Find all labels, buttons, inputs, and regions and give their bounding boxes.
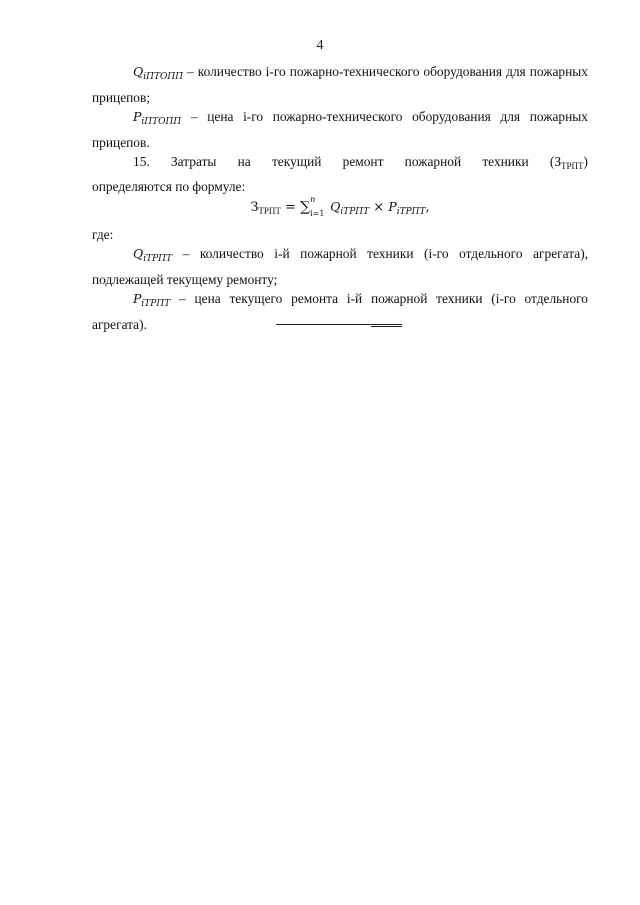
definition-q-ptopp <box>92 62 588 107</box>
subscript: iПТОПП <box>141 117 182 127</box>
formula-trail: , <box>425 200 430 215</box>
symbol-q: Q <box>133 64 144 79</box>
formula-lhs-subscript: ТРПТ <box>258 206 281 216</box>
where-label: где: <box>92 226 114 242</box>
subscript: iПТОПП <box>143 72 184 82</box>
definition-p-ptopp <box>92 107 588 152</box>
symbol-p: P <box>133 109 142 124</box>
clause-text: 15. Затраты на текущий ремонт пожарной техники (З <box>133 154 562 169</box>
symbol-p: P <box>133 291 142 306</box>
formula-lhs: З <box>250 200 259 215</box>
text-block <box>92 62 588 334</box>
clause-subscript: ТРПТ <box>561 161 584 171</box>
definition-text: – цена i-го пожарно-технического оборудования для пожарных прицепов. <box>92 109 588 150</box>
definition-text: – количество i-го пожарно-технического оборудования для пожарных прицепов; <box>92 64 588 105</box>
subscript: iТРПТ <box>141 299 171 309</box>
subscript: iТРПТ <box>143 254 173 264</box>
definition-q-trpt <box>92 244 588 289</box>
sum-symbol: ∑ <box>300 199 311 215</box>
definition-p-trpt <box>92 289 588 334</box>
formula-q: Q <box>330 199 341 214</box>
formula-p: P <box>388 199 397 214</box>
sum-upper-limit: n <box>310 195 316 204</box>
sum-lower-limit: i=1 <box>310 209 325 218</box>
symbol-q: Q <box>133 246 144 261</box>
clause-continuation: определяются по формуле: <box>92 178 246 194</box>
end-divider-line <box>276 324 402 325</box>
page-number: 4 <box>316 38 324 53</box>
formula <box>92 197 588 223</box>
definition-text: – количество i-й пожарной техники (i-го отдельного агрегата), подлежащей текущему ремонту; <box>92 246 588 287</box>
clause-15 <box>92 152 588 177</box>
definition-text: – цена текущего ремонта i-й пожарной техники (i-го отдельного агрегата). <box>92 291 588 332</box>
formula-p-subscript: iТРПТ <box>396 207 426 217</box>
formula-times: × <box>369 200 389 215</box>
sum-limits <box>310 195 330 218</box>
formula-equals: = <box>280 200 301 215</box>
formula-q-subscript: iТРПТ <box>340 207 370 217</box>
clause-close: ) <box>583 154 588 169</box>
